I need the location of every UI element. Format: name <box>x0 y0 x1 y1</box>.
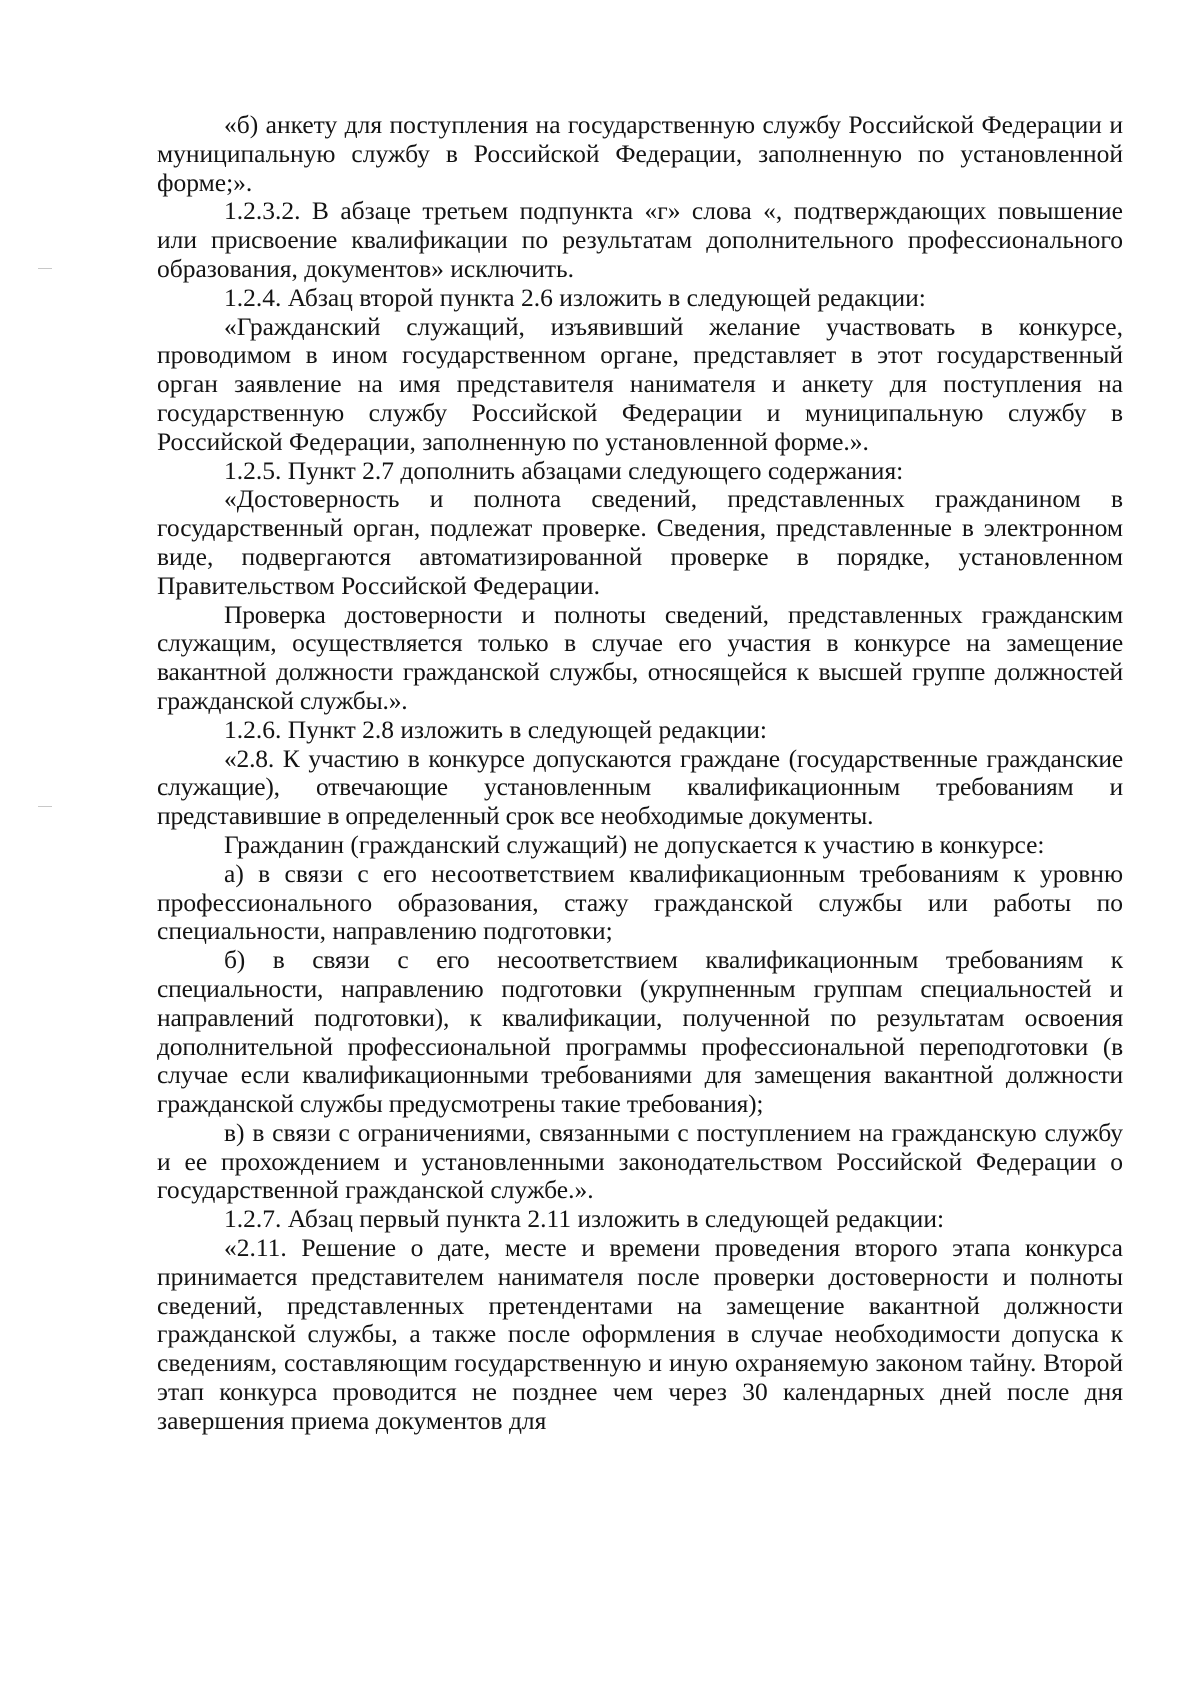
paragraph: 1.2.7. Абзац первый пункта 2.11 изложить в следующей редакции: <box>224 1204 945 1234</box>
scan-margin-mark <box>38 268 52 269</box>
paragraph: 1.2.5. Пункт 2.7 дополнить абзацами следующего содержания: <box>224 455 904 485</box>
paragraph: «б) анкету для поступления на государственную службу Российской Федерации и муниципальную службу в Российской Федерации, заполненную по установленной форме;». <box>157 110 1123 197</box>
scan-margin-mark <box>38 806 52 807</box>
paragraph: 1.2.4. Абзац второй пункта 2.6 изложить в следующей редакции: <box>224 282 926 312</box>
paragraph: «2.8. К участию в конкурсе допускаются граждане (государственные гражданские служащие), отвечающие установленным квалификационным требованиям и представившие в определенный срок все необходимые документы. <box>157 743 1123 831</box>
document-body <box>157 111 1123 1436</box>
paragraph: «Достоверность и полнота сведений, представленных гражданином в государственный орган, подлежат проверке. Сведения, представленные в электронном виде, подвергаются автоматизированной проверке в порядке, установленном Правительством Российской Федерации. <box>157 484 1123 600</box>
paragraph: 1.2.6. Пункт 2.8 изложить в следующей редакции: <box>224 714 767 744</box>
paragraph: б) в связи с его несоответствием квалификационным требованиям к специальности, направлению подготовки (укрупненным группам специальностей и направлений подготовки), к квалификации, полученной по результатам освоения дополнительной профессиональной программы профессиональной переподготовки (в случае если квалификационными требованиями для замещения вакантной должности гражданской службы предусмотрены такие требования); <box>157 945 1123 1119</box>
paragraph: Проверка достоверности и полноты сведений, представленных гражданским служащим, осуществляется только в случае его участия в конкурсе на замещение вакантной должности гражданской службы, относящейся к высшей группе должностей гражданской службы.». <box>157 599 1123 715</box>
paragraph: Гражданин (гражданский служащий) не допускается к участию в конкурсе: <box>224 829 1045 859</box>
paragraph: а) в связи с его несоответствием квалификационным требованиям к уровню профессионального образования, стажу гражданской службы или работы по специальности, направлению подготовки; <box>157 858 1123 946</box>
paragraph: 1.2.3.2. В абзаце третьем подпункта «г» слова «, подтверждающих повышение или присвоение квалификации по результатам дополнительного профессионального образования, документов» исключить. <box>157 196 1123 283</box>
paragraph: «2.11. Решение о дате, месте и времени проведения второго этапа конкурса принимается представителем нанимателя после проверки достоверности и полноты сведений, представленных претендентами на замещение вакантной должности гражданской службы, а также после оформления в случае необходимости допуска к сведениям, составляющим государственную и иную охраняемую законом тайну. Второй этап конкурса проводится не позднее чем через 30 календарных дней после дня завершения приема документов для <box>157 1233 1123 1435</box>
paragraph: «Гражданский служащий, изъявивший желание участвовать в конкурсе, проводимом в ином государственном органе, представляет в этот государственный орган заявление на имя представителя нанимателя и анкету для поступления на государственную службу Российской Федерации и муниципальную службу в Российской Федерации, заполненную по установленной форме.». <box>157 311 1123 456</box>
paragraph: в) в связи с ограничениями, связанными с поступлением на гражданскую службу и ее прохождением и установленными законодательством Российской Федерации о государственной гражданской службе.». <box>157 1117 1123 1205</box>
